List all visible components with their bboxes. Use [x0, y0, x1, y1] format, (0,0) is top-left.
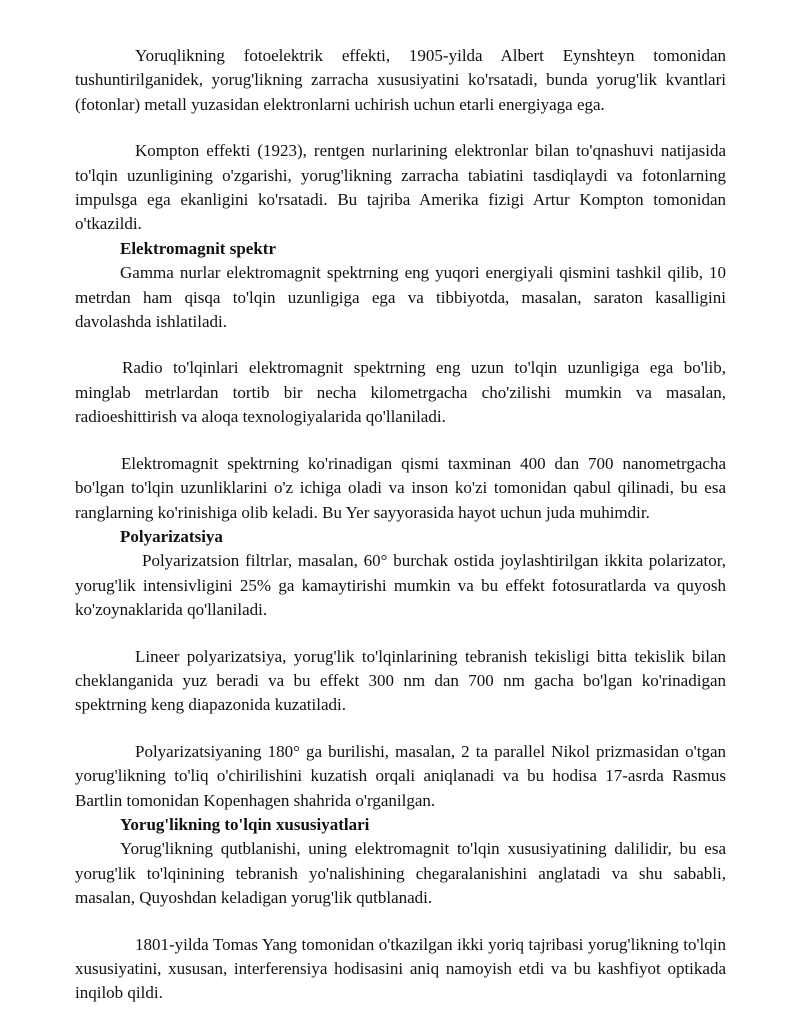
- heading-electromagnetic-spectrum: Elektromagnit spektr: [120, 238, 276, 258]
- paragraph-double-slit: 1801-yilda Tomas Yang tomonidan o'tkazilgan ikki yoriq tajribasi yorug'likning to'lqin xususiyatini, xususan, interferensiya hodisasini aniq namoyish etdi va bu kashfiyot optikada inqilob qildi.: [75, 934, 726, 1003]
- paragraph-photoelectric: Yoruqlikning fotoelektrik effekti, 1905-yilda Albert Eynshteyn tomonidan tushuntirilganidek, yorug'likning zarracha xususiyatini ko'rsatadi, bunda yorug'lik kvantlari (fotonlar) metall yuzasidan elektronlarni uchirish uchun etarli energiyaga ega.: [75, 46, 726, 114]
- paragraph-light-polarization: Yorug'likning qutblanishi, uning elektromagnit to'lqin xususiyatining dalilidir, bu esa yorug'lik to'lqinining tebranish yo'nalishining chegaralanishini anglatadi va shu sababli, masalan, Quyoshdan keladigan yorug'lik qutblanadi.: [75, 839, 726, 908]
- paragraph-radio-waves: Radio to'lqinlari elektromagnit spektrning eng uzun to'lqin uzunligiga ega bo'lib, minglab metrlardan tortib bir necha kilometrgacha cho'zilishi mumkin va masalan, radioeshittirish va aloqa texnologiyalarida qo'llaniladi.: [75, 358, 726, 427]
- heading-wave-properties: Yorug'likning to'lqin xususiyatlari: [120, 814, 370, 834]
- paragraph-polarization-rotation: Polyarizatsiyaning 180° ga burilishi, masalan, 2 ta parallel Nikol prizmasidan o'tgan yorug'likning to'liq o'chirilishini kuzatish orqali aniqlanadi va bu hodisa 17-asrda Rasmus Bartlin tomonidan Kopenhagen shahrida o'rganilgan.: [75, 741, 726, 810]
- heading-polarization: Polyarizatsiya: [120, 526, 223, 546]
- paragraph-polarizing-filters: Polyarizatsion filtrlar, masalan, 60° burchak ostida joylashtirilgan ikkita polarizator, yorug'lik intensivligini 25% ga kamaytirishi mumkin va bu effekt fotosuratlarda va quyosh ko'zoynaklarida qo'llaniladi.: [75, 551, 726, 620]
- paragraph-compton: Kompton effekti (1923), rentgen nurlarining elektronlar bilan to'qnashuvi natijasida to'lqin uzunligining o'zgarishi, yorug'likning zarracha tabiatini tasdiqlaydi va fotonlarning impulsga ega ekanligini ko'rsatadi. Bu tajriba Amerika fizigi Artur Kompton tomonidan o'tkazildi.: [75, 141, 726, 234]
- paragraph-gamma-rays: Gamma nurlar elektromagnit spektrning eng yuqori energiyali qismini tashkil qilib, 10 metrdan ham qisqa to'lqin uzunligiga ega va tibbiyotda, masalan, saraton kasalligini davolashda ishlatiladi.: [75, 263, 726, 332]
- paragraph-visible-spectrum: Elektromagnit spektrning ko'rinadigan qismi taxminan 400 dan 700 nanometrgacha bo'lgan to'lqin uzunliklarini o'z ichiga oladi va inson ko'zi tomonidan qabul qilinadi, bu esa ranglarning ko'rinishiga olib keladi. Bu Yer sayyorasida hayot uchun juda muhimdir.: [75, 453, 726, 522]
- paragraph-linear-polarization: Lineer polyarizatsiya, yorug'lik to'lqinlarining tebranish tekisligi bitta tekislik bilan cheklanganida yuz beradi va bu effekt 300 nm dan 700 nm gacha bo'lgan ko'rinadigan spektrning keng diapazonida kuzatiladi.: [75, 646, 726, 715]
